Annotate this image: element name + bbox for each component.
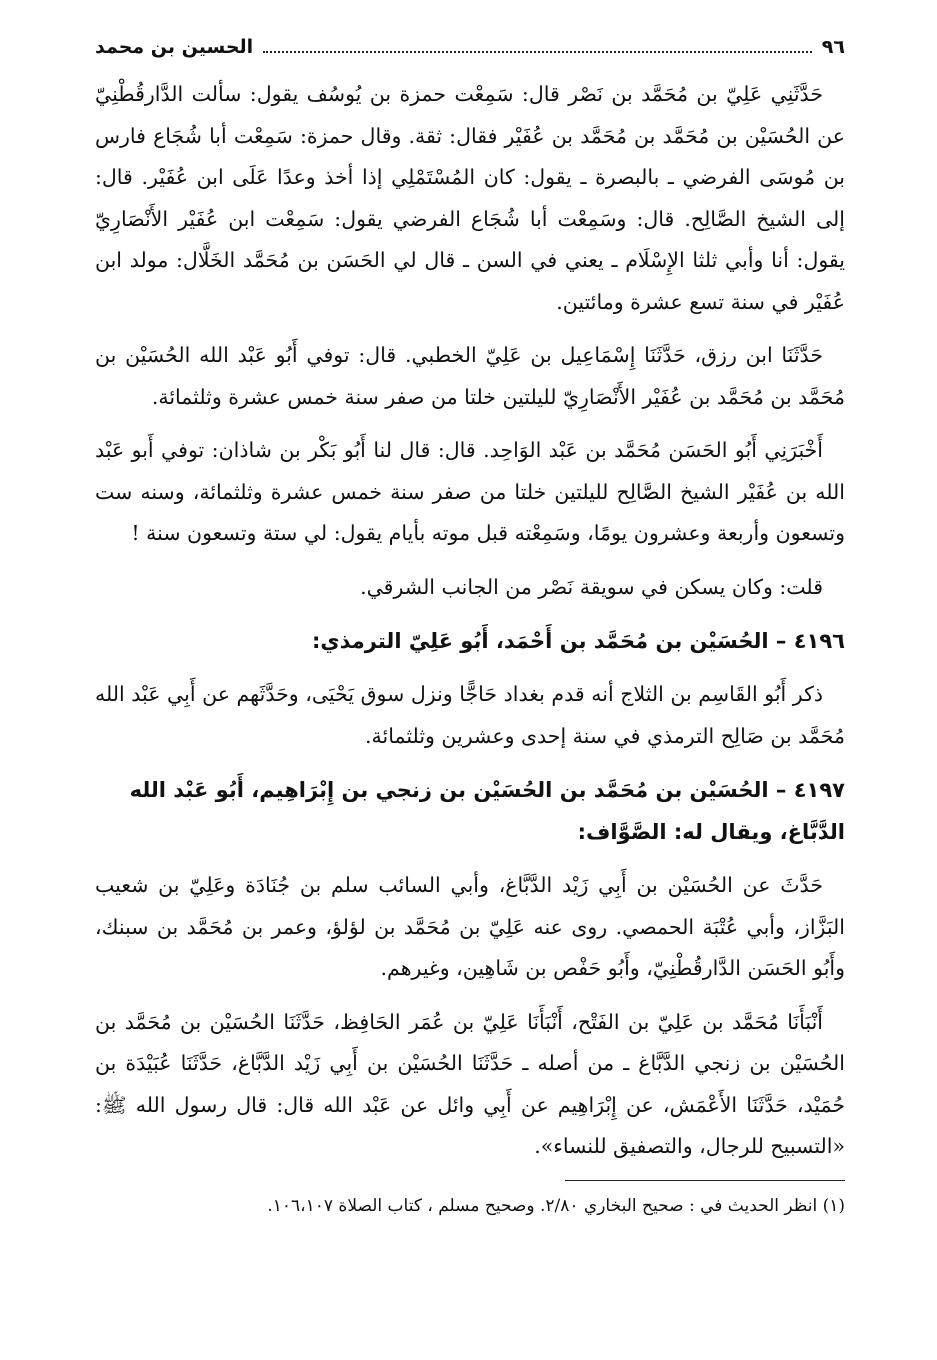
entry-4196-text: ذكر أَبُو القَاسِم بن الثلاج أنه قدم بغداد حَاجًّا ونزل سوق يَحْيَى، وحَدَّثَهم عن أَبِي عَبْد الله مُحَمَّد بن صَالِح الترمذي في سنة إحدى وعشرين وثلثمائة. [95,682,845,748]
running-title: الحسين بن محمد [95,36,254,58]
entry-4196-title: ٤١٩٦ – الحُسَيْن بن مُحَمَّد بن أَحْمَد، أَبُو عَلِيّ الترمذي: [312,629,845,653]
paragraph-3: أَخْبَرَنِي أَبُو الحَسَن مُحَمَّد بن عَبْد الوَاحِد. قال: قال لنا أَبُو بَكْر بن شاذان: توفي أَبو عَبْد الله بن عُفَيْر الشيخ الصَّالِح لليلتين خلتا من صفر سنة خمس عشرة وثلثمائة، وسنه ست وتسعون وأربعة وعشرون يومًا، وسَمِعْته قبل موته بأيام يقول: لي ستة وتسعون سنة ! [95,438,845,545]
page-number: ٩٦ [821,36,845,58]
entry-4197-text-1: حَدَّثَ عن الحُسَيْن بن أَبِي زَيْد الدَّبَّاغ، وأبي السائب سلم بن جُنَادَة وعَلِيّ بن شعيب البَزَّاز، وأبي عُتْبَة الحمصي. روى عنه عَلِيّ بن مُحَمَّد بن لؤلؤ، وعمر بن مُحَمَّد بن سبنك، وأَبُو الحَسَن الدَّارقُطْنِيّ، وأَبُو حَفْص بن شَاهِين، وغيرهم. [95,873,845,980]
header-dotted-leader [263,51,812,53]
entry-4197-text-2: أَنْبَأَنَا مُحَمَّد بن عَلِيّ بن الفَتْح، أَنْبَأَنَا عَلِيّ بن عُمَر الحَافِظ، حَدَّثَنَا الحُسَيْن بن مُحَمَّد بن الحُسَيْن بن زنجي الدَّبَّاغ ـ من أصله ـ حَدَّثَنَا الحُسَيْن بن أَبِي زَيْد الدَّبَّاغ، حَدَّثَنَا عُبَيْدَة بن حُمَيْد، حَدَّثَنَا الأَعْمَش، عن إِبْرَاهِيم عن أَبِي وائل عن عَبْد الله قال: قال رسول الله ﷺ: «التسبيح للرجال، والتصفيق للنساء». [95,1009,845,1158]
entry-4197-title: ٤١٩٧ – الحُسَيْن بن مُحَمَّد بن الحُسَيْن بن زنجي بن إِبْرَاهِيم، أَبُو عَبْد الله الدَّبَّاغ، ويقال له: الصَّوَّاف: [129,778,845,844]
footnote-divider [565,1180,845,1181]
footnote: (١) انظر الحديث في : صحيح البخاري ٢/٨٠. وصحيح مسلم ، كتاب الصلاة ١٠٦،١٠٧. [267,1195,845,1216]
page-header [95,36,845,70]
paragraph-2: حَدَّثَنَا ابن رزق، حَدَّثَنَا إِسْمَاعِيل بن عَلِيّ الخطبي. قال: توفي أَبُو عَبْد الله الحُسَيْن بن مُحَمَّد بن مُحَمَّد بن عُفَيْر الأَنْصَارِيّ لليلتين خلتا من صفر سنة خمس عشرة وثلثمائة. [95,343,845,409]
paragraph-1: حَدَّثَنِي عَلِيّ بن مُحَمَّد بن نَصْر قال: سَمِعْت حمزة بن يُوسُف يقول: سألت الدَّارقُطْنِيّ عن الحُسَيْن بن مُحَمَّد بن مُحَمَّد بن عُفَيْر فقال: ثقة. وقال حمزة: سَمِعْت أبا شُجَاع فارس بن مُوسَى الفرضي ـ بالبصرة ـ يقول: كان المُسْتَمْلِي إذا أخذ وعدًا عَلَى ابن عُفَيْر. قال: إلى الشيخ الصَّالِح. قال: وسَمِعْت أبا شُجَاع الفرضي يقول: سَمِعْت ابن عُفَيْر الأَنْصَارِيّ يقول: أنا وأبي ثلثا الإِسْلَام ـ يعني في السن ـ قال لي الحَسَن بن مُحَمَّد الخَلَّال: مولد ابن عُفَيْر في سنة تسع عشرة ومائتين. [95,82,845,314]
paragraph-4: قلت: وكان يسكن في سويقة نَصْر من الجانب الشرقي. [360,574,823,599]
